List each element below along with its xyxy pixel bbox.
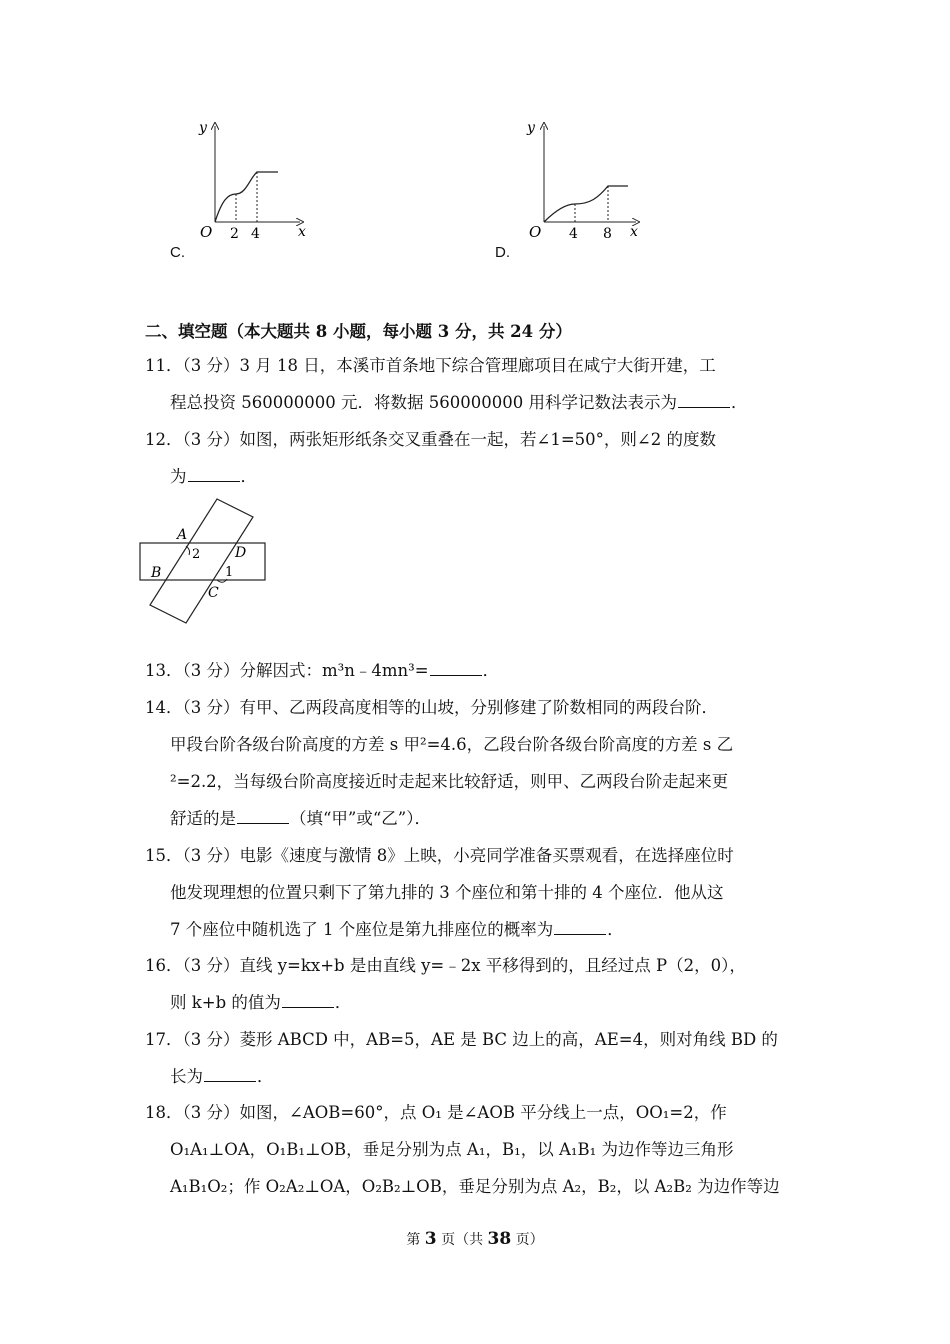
graph-c <box>190 118 315 243</box>
question-number: 12． <box>145 430 183 449</box>
question-13: 13．（3 分）分解因式：m³n﹣4mn³= ． <box>145 661 500 680</box>
option-d-label: D. <box>495 244 510 261</box>
question-text: （3 分）如图，∠AOB=60°，点 O₁ 是∠AOB 平分线上一点，OO₁=2，作 <box>182 1103 727 1122</box>
question-18 <box>145 1102 727 1124</box>
question-12 <box>145 429 716 451</box>
answer-blank <box>282 993 334 1008</box>
point-d-label: D <box>235 545 247 561</box>
x-tick-label: 4 <box>251 226 260 242</box>
current-page-number: 3 <box>424 1229 437 1249</box>
answer-blank <box>430 661 482 676</box>
question-12-line-2: 为 ． <box>170 467 257 486</box>
question-15 <box>145 845 734 867</box>
question-14 <box>145 697 718 719</box>
question-number: 13． <box>145 661 183 680</box>
graph-d <box>520 118 650 243</box>
x-axis-label: x <box>630 224 638 240</box>
x-tick-label: 8 <box>603 226 612 242</box>
answer-blank <box>678 393 730 408</box>
origin-label: O <box>200 223 213 241</box>
question-17 <box>145 1029 778 1051</box>
question-text: （3 分）如图，两张矩形纸条交叉重叠在一起，若∠1=50°，则∠2 的度数 <box>182 430 716 449</box>
question-17-line-2: 长为 ． <box>170 1067 274 1086</box>
question-number: 17． <box>145 1030 183 1049</box>
question-number: 15． <box>145 846 183 865</box>
point-c-label: C <box>208 585 219 601</box>
question-15-line-2: 他发现理想的位置只剩下了第九排的 3 个座位和第十排的 4 个座位．他从这 <box>170 883 724 902</box>
question-text: （3 分）分解因式：m³n﹣4mn³= <box>182 661 429 680</box>
point-b-label: B <box>151 565 162 581</box>
question-11-line-2: 程总投资 560000000 元．将数据 560000000 用科学记数法表示为 ． <box>170 393 748 412</box>
question-16-line-2: 则 k+b 的值为 ． <box>170 993 352 1012</box>
page-footer: 第 3 页（共 38 页） <box>406 1229 544 1249</box>
section-title: 二、填空题（本大题共 8 小题，每小题 3 分，共 24 分） <box>145 322 572 341</box>
x-tick-label: 4 <box>569 226 578 242</box>
question-text: （3 分）有甲、乙两段高度相等的山坡，分别修建了阶数相同的两段台阶． <box>182 698 718 717</box>
option-c-label: C. <box>170 244 185 261</box>
angle-1-label: 1 <box>225 565 234 580</box>
question-text: （3 分）电影《速度与激情 8》上映，小亮同学准备买票观看，在选择座位时 <box>182 846 734 865</box>
question-number: 14． <box>145 698 183 717</box>
question-text: （3 分）菱形 ABCD 中，AB=5，AE 是 BC 边上的高，AE=4，则对角线 BD 的 <box>182 1030 778 1049</box>
answer-blank <box>204 1067 256 1082</box>
question-18-line-3: A₁B₁O₂；作 O₂A₂⊥OA，O₂B₂⊥OB，垂足分别为点 A₂，B₂，以 A₂B₂ 为边作等边 <box>170 1177 780 1196</box>
question-11 <box>145 355 716 377</box>
question-text: （3 分）直线 y=kx+b 是由直线 y=﹣2x 平移得到的，且经过点 P（2，0）， <box>182 956 746 975</box>
curve <box>215 172 278 222</box>
answer-blank <box>237 809 289 824</box>
question-14-line-3: ²=2.2，当每级台阶高度接近时走起来比较舒适，则甲、乙两段台阶走起来更 <box>170 772 729 791</box>
answer-blank <box>188 467 240 482</box>
x-axis-label: x <box>298 224 306 240</box>
question-number: 11． <box>145 356 183 375</box>
y-axis-label: y <box>527 120 535 136</box>
x-tick-label: 2 <box>230 226 239 242</box>
question-14-line-2: 甲段台阶各级台阶高度的方差 s 甲²=4.6，乙段台阶各级台阶高度的方差 s 乙 <box>170 735 734 754</box>
question-14-line-4: 舒适的是 （填“甲”或“乙”）． <box>170 809 431 828</box>
total-pages: 38 <box>487 1229 512 1249</box>
answer-blank <box>554 920 606 935</box>
origin-label: O <box>529 223 542 241</box>
question-text: （3 分）3 月 18 日，本溪市首条地下综合管理廊项目在咸宁大街开建，工 <box>182 356 716 375</box>
question-number: 18． <box>145 1103 183 1122</box>
slanted-strip <box>150 499 253 623</box>
question-15-line-3: 7 个座位中随机选了 1 个座位是第九排座位的概率为 ． <box>170 920 624 939</box>
question-16 <box>145 955 746 977</box>
point-a-label: A <box>177 527 188 543</box>
q12-strips-figure <box>135 495 275 630</box>
angle-2-label: 2 <box>192 547 201 562</box>
question-18-line-2: O₁A₁⊥OA，O₁B₁⊥OB，垂足分别为点 A₁，B₁，以 A₁B₁ 为边作等边三角形 <box>170 1140 734 1159</box>
y-axis-label: y <box>199 120 207 136</box>
question-number: 16． <box>145 956 183 975</box>
curve <box>544 186 628 222</box>
